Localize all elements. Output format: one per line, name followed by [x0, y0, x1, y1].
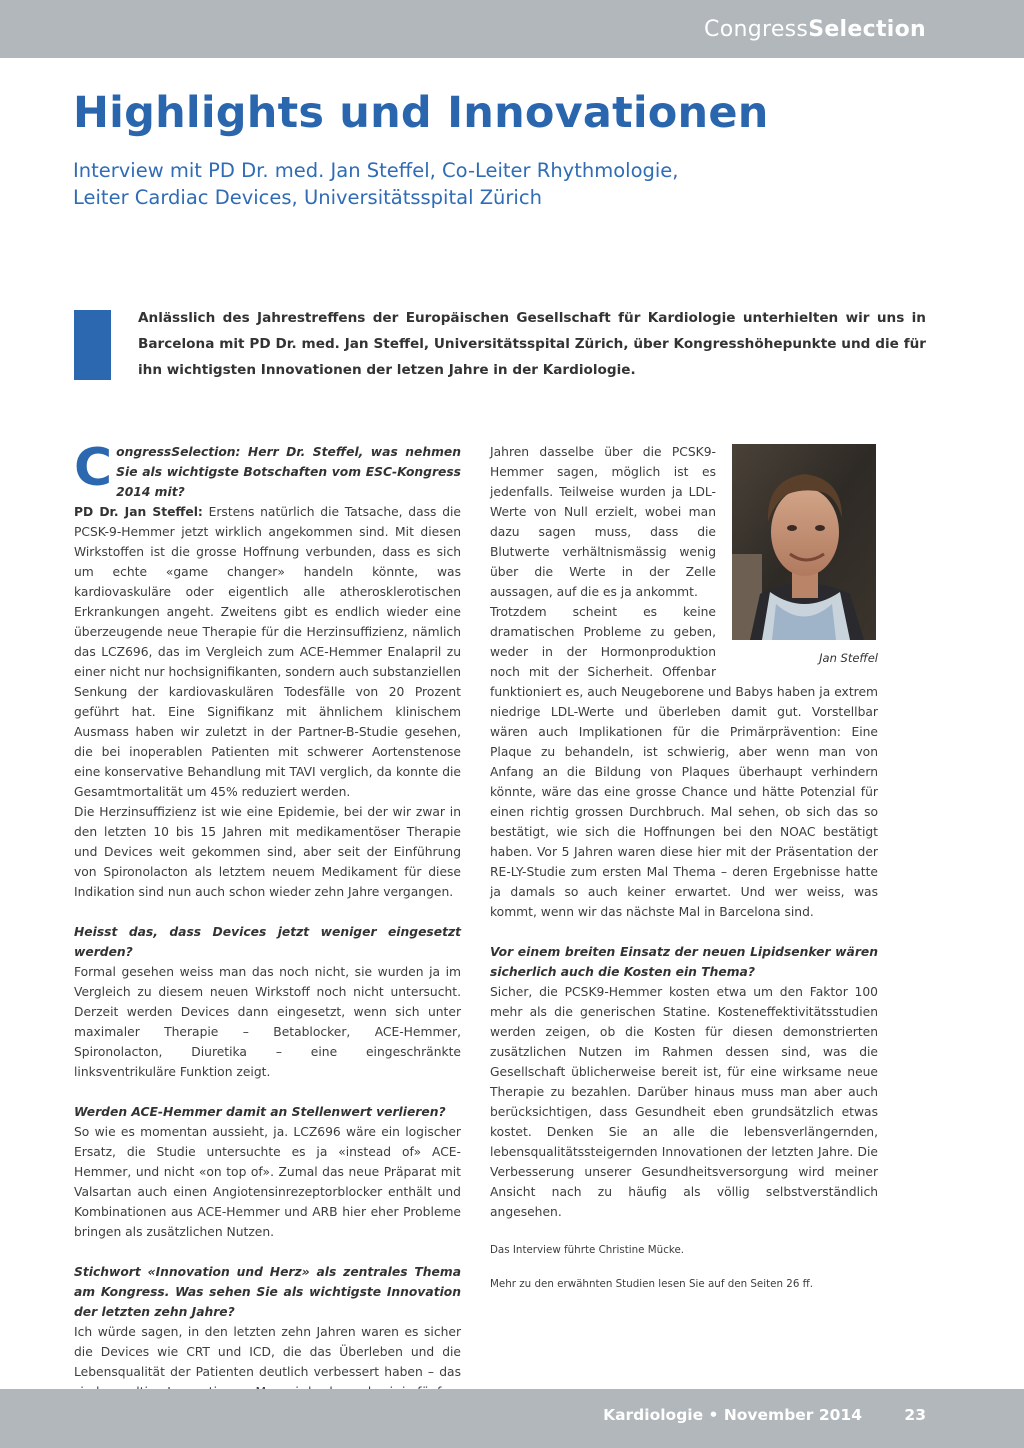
portrait-figure: [732, 444, 878, 668]
footer-bar: [0, 1389, 1024, 1448]
answer-5: Sicher, die PCSK9-Hemmer kosten etwa um den Faktor 100 mehr als die generischen Statine. Kosteneffektivitätsstudien werden zeigen, ob die Kosten für diesen demonstrierten zusätzlichen Nutzen im Rahmen dessen sind, was die Gesellschaft üblicherweise bereit ist, für eine wirksame neue Therapie zu bezahlen. Darüber hinaus muss man aber auch berücksichtigen, dass Gesundheit eben grundsätzlich etwas kostet. Denken Sie an alle die lebensverlängernden, lebensqualitätssteigernden Innovationen der letzten Jahre. Die Verbesserung unserer Gesundheitsversorgung wird meiner Ansicht nach zu häufig als völlig selbstverständlich angesehen.: [490, 985, 878, 1219]
brand-light: Congress: [704, 17, 809, 42]
right-column: [490, 442, 878, 1292]
article-title: Highlights und Innovationen: [73, 88, 769, 138]
further-reading-note: Mehr zu den erwähnten Studien lesen Sie auf den Seiten 26 ff.: [490, 1278, 814, 1290]
header-bar: [0, 0, 1024, 58]
answer-3: So wie es momentan aussieht, ja. LCZ696 wäre ein logischer Ersatz, die Studie untersuchte es ja «instead of» ACE-Hemmer, und nicht «on top of». Zumal das neue Präparat mit Valsartan auch einen Angiotensinrezeptorblocker enthält und Kombinationen aus ACE-Hemmer und ARB hier eher Probleme bringen als zusätzlichen Nutzen.: [74, 1125, 461, 1239]
brand-bold: Selection: [808, 17, 926, 42]
subtitle-line-2: Leiter Cardiac Devices, Universitätsspital Zürich: [73, 186, 542, 209]
footer-publication: Kardiologie • November 2014: [603, 1406, 862, 1424]
answer-1: Erstens natürlich die Tatsache, dass die PCSK-9-Hemmer jetzt wirklich angekommen sind. Mit diesen Wirkstoffen ist die grosse Hoffnung verbunden, dass es sich um echte «game changer» handeln könnte, was kardiovaskuläre oder eigentlich alle atherosklerotischen Erkrankungen angeht. Zweitens gibt es endlich wieder eine überzeugende neue Therapie für die Herzinsuffizienz, nämlich das LCZ696, das im Vergleich zum ACE-Hemmer Enalapril zu einer nicht nur hochsignifikanten, sondern auch substanziellen Senkung der kardiovaskulären Todesfälle von 20 Prozent geführt hat. Eine Signifikanz mit ähnlichem klinischem Ausmass haben wir zuletzt in der Partner-B-Studie gesehen, die bei inoperablen Patienten mit schwerer Aortenstenose eine konservative Behandlung mit TAVI verglich, da konnte die Gesamtmortalität um 45% reduziert werden.: [74, 505, 461, 799]
question-5: Vor einem breiten Einsatz der neuen Lipidsenker wären sicherlich auch die Kosten ein Thema?: [490, 945, 878, 979]
lead-accent-bar: [74, 310, 111, 380]
magazine-brand: [704, 17, 926, 42]
answer-4: Ich würde sagen, in den letzten zehn Jahren waren es sicher die Devices wie CRT und ICD, die das Überleben und die Lebensqualität der Patienten deutlich verbessert haben – das: [74, 1325, 461, 1379]
answer-4-continued: Jahren dasselbe über die PCSK9-Hemmer sagen, möglich ist es jedenfalls. Teilweise wurden ja LDL-Werte von Null erzielt, wobei man dazu sagen muss, dass die Blutwerte verhältnismässig wenig über die Werte in der Zelle aussagen, auf die es ja ankommt.: [490, 445, 716, 599]
left-column: [74, 438, 461, 1402]
subtitle-line-1: Interview mit PD Dr. med. Jan Steffel, Co-Leiter Rhythmologie,: [73, 159, 679, 182]
lead-paragraph: Anlässlich des Jahrestreffens der Europäischen Gesellschaft für Kardiologie unterhielten wir uns in Barcelona mit PD Dr. med. Jan Steffel, Universitätsspital Zürich, über Kongresshöhepunkte und die für ihn wichtigsten Innovationen der letzen Jahre in der Kardiologie.: [138, 310, 926, 378]
answer-1b: Die Herzinsuffizienz ist wie eine Epidemie, bei der wir zwar in den letzten 10 bis 15 Jahren mit medikamentöser Therapie und Devices weit gekommen sind, aber seit der Einführung von Spironolacton als letztem neuem Medikament für diese Indikation sind nun auch schon wieder zehn Jahre vergangen.: [74, 805, 461, 899]
question-3: Werden ACE-Hemmer damit an Stellenwert verlieren?: [74, 1105, 446, 1119]
question-4: Stichwort «Innovation und Herz» als zentrales Thema am Kongress. Was sehen Sie als wichtigste Innovation der letzten zehn Jahre?: [74, 1265, 461, 1319]
answer-4-continued-2: Trotzdem scheint es keine dramatischen Probleme zu geben, weder in der Hormonproduktion noch mit der Sicherheit. Offenbar funktioniert es, auch Neugeborene und Babys haben ja extrem niedrige LDL-Werte und überleben damit gut. Vorstellbar wären auch Implikationen für die Primärprävention: Eine Plaque zu behandeln, ist schwierig, aber wenn man von Anfang an die Bildung von Plaques überhaupt verhindern könnte, wäre das eine grosse Chance und hätte Potenzial für einen richtig grossen Durchbruch. Mal sehen, ob sich das so bestätigt, wie sich die Hoffnungen bei den NOAC bestätigt haben. Vor 5 Jahren waren diese hier mit der Präsentation der RE-LY-Studie zum ersten Mal Thema – deren Ergebnisse hatte ja damals so auch keiner erwartet. Und wer weiss, was kommt, wenn wir das nächste Mal in Barcelona sind.: [490, 605, 878, 919]
page-number: 23: [904, 1406, 926, 1424]
answer-2: Formal gesehen weiss man das noch nicht, sie wurden ja im Vergleich zu diesem neuen Wirkstoff noch nicht untersucht. Derzeit werden Devices dann eingesetzt, wenn sich unter maximaler Therapie – Betablocker, ACE-Hemmer, Spironolacton, Diuretika – eine eingeschränkte linksventrikuläre Funktion zeigt.: [74, 965, 461, 1079]
drop-cap: C: [74, 438, 113, 498]
interview-credit: Das Interview führte Christine Mücke.: [490, 1244, 685, 1256]
question-2: Heisst das, dass Devices jetzt weniger eingesetzt werden?: [74, 925, 461, 959]
article-subtitle: [73, 157, 679, 211]
question-1: ongressSelection: Herr Dr. Steffel, was nehmen Sie als wichtigste Botschaften vom ESC-Kongress 2014 mit?: [116, 445, 461, 499]
speaker-label: PD Dr. Jan Steffel:: [74, 505, 203, 519]
photo-caption: Jan Steffel: [819, 651, 878, 665]
portrait-photo: [732, 444, 876, 640]
